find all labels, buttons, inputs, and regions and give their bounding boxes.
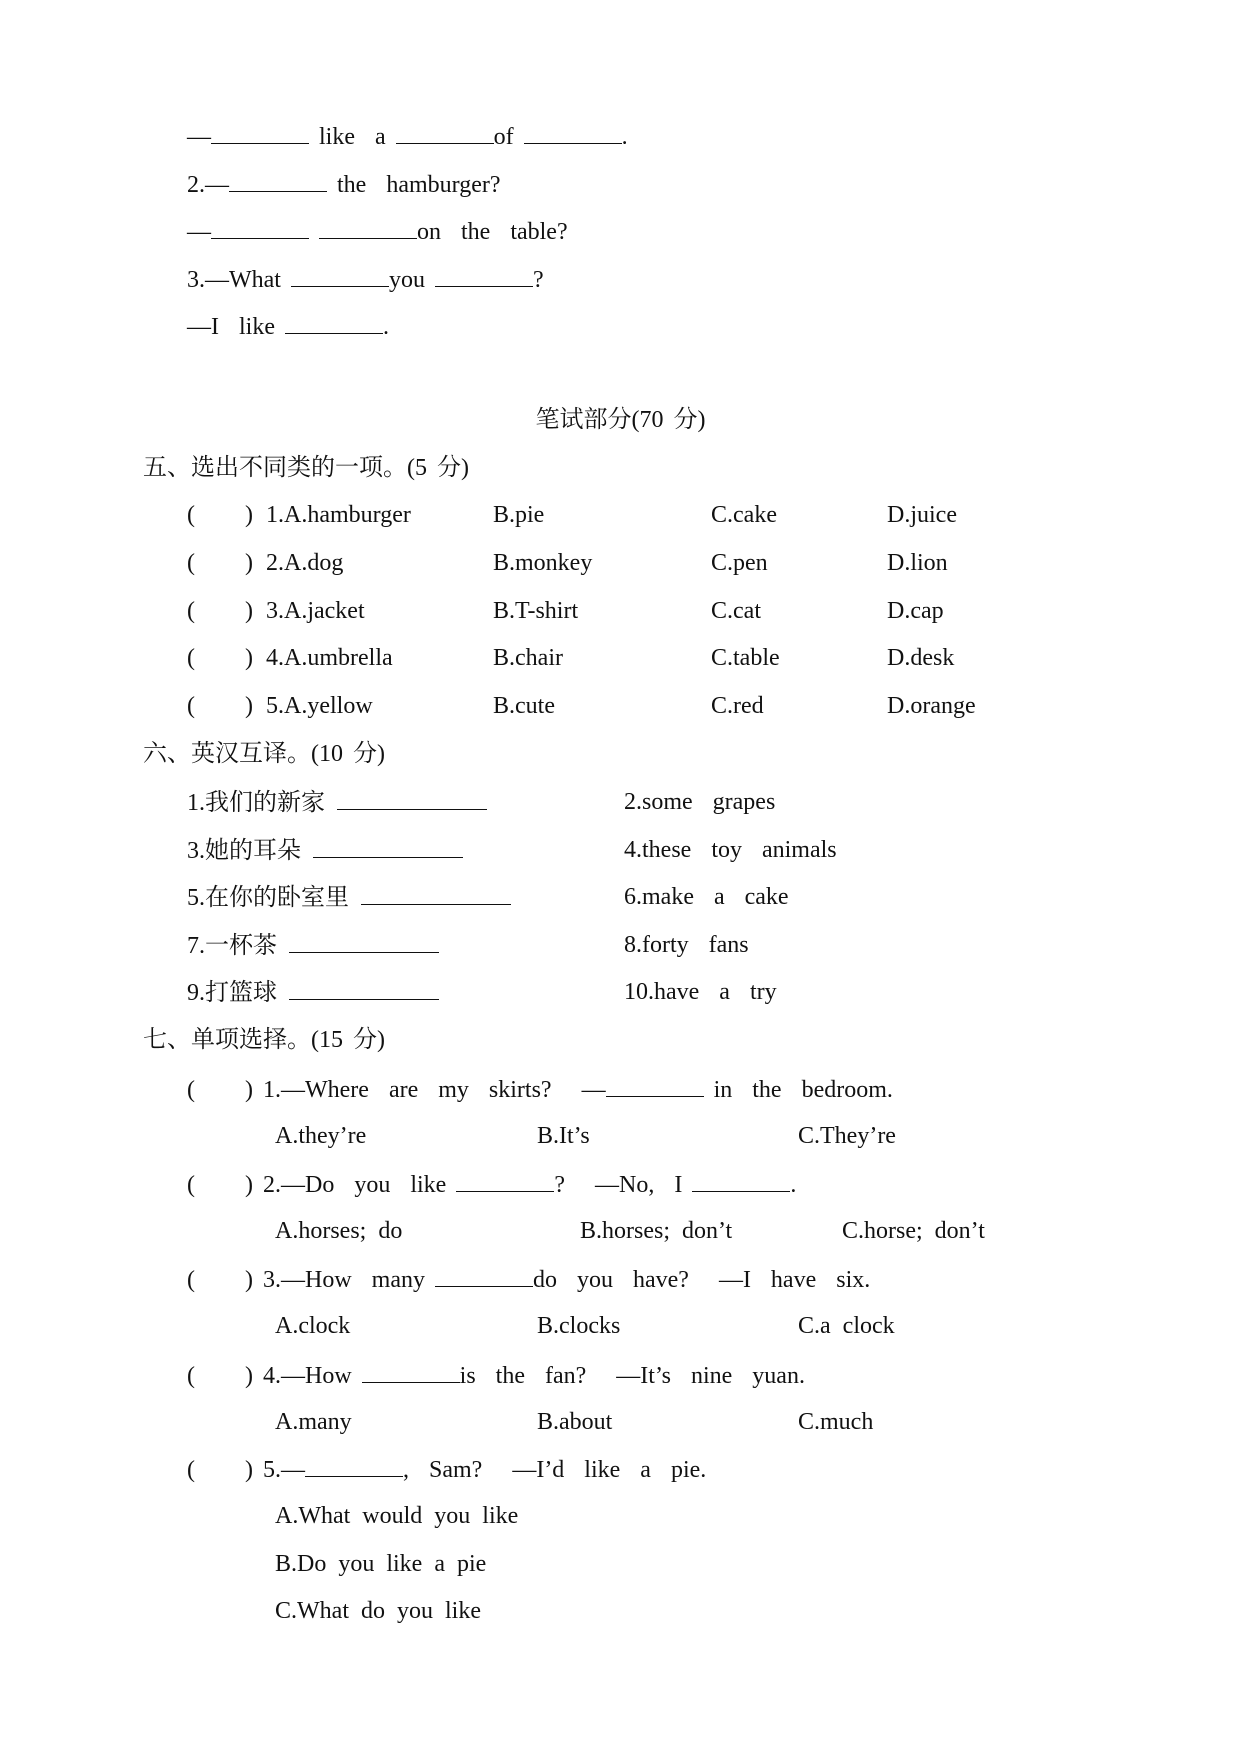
text: like a bbox=[309, 124, 396, 150]
dialog-line-2 bbox=[187, 169, 501, 200]
dash: — bbox=[187, 124, 211, 150]
answer-blank[interactable] bbox=[211, 216, 309, 239]
answer-blank[interactable] bbox=[291, 264, 389, 287]
answer-bracket-close: ) bbox=[245, 693, 253, 719]
answer-blank[interactable] bbox=[524, 121, 622, 144]
question-text: . bbox=[790, 1172, 797, 1198]
answer-bracket-open[interactable]: ( bbox=[187, 645, 195, 671]
option-d: D.desk bbox=[887, 645, 955, 671]
dialog-line-4 bbox=[187, 264, 544, 295]
option-a[interactable]: A.they’re bbox=[275, 1123, 367, 1149]
question-text: 1.—Where are my skirts? — bbox=[263, 1077, 606, 1103]
answer-blank[interactable] bbox=[606, 1074, 704, 1097]
answer-bracket-open[interactable]: ( bbox=[187, 1457, 195, 1483]
question-4 bbox=[187, 1360, 805, 1391]
answer-bracket[interactable] bbox=[187, 691, 253, 721]
answer-blank[interactable] bbox=[289, 930, 439, 953]
option-c: C.cat bbox=[711, 598, 761, 624]
question-text: ? —No, I bbox=[554, 1172, 693, 1198]
answer-blank[interactable] bbox=[229, 169, 327, 192]
question-text: 3.—How many bbox=[263, 1267, 435, 1293]
option-b: B.monkey bbox=[493, 550, 593, 576]
translate-item-en: 8.forty fans bbox=[624, 932, 749, 958]
dialog-line-5 bbox=[187, 311, 389, 342]
question-number: 3.—What bbox=[187, 267, 291, 293]
answer-blank[interactable] bbox=[361, 882, 511, 905]
option-c[interactable]: C.What do you like bbox=[275, 1598, 481, 1624]
option-b: B.cute bbox=[493, 693, 555, 719]
section7-heading: 七、单项选择。(15 分) bbox=[143, 1027, 385, 1053]
answer-bracket-open[interactable]: ( bbox=[187, 550, 195, 576]
option-a[interactable]: A.What would you like bbox=[275, 1503, 519, 1529]
text: ? bbox=[532, 267, 544, 293]
option-a: 3.A.jacket bbox=[266, 598, 365, 624]
text: the hamburger? bbox=[327, 172, 501, 198]
option-c: C.cake bbox=[711, 502, 777, 528]
option-d: D.lion bbox=[887, 550, 948, 576]
option-c[interactable]: C.a clock bbox=[798, 1313, 895, 1339]
answer-blank[interactable] bbox=[313, 835, 463, 858]
translate-item-en: 6.make a cake bbox=[624, 884, 789, 910]
option-b[interactable]: B.about bbox=[537, 1409, 613, 1435]
option-c: C.table bbox=[711, 645, 780, 671]
option-b[interactable]: B.It’s bbox=[537, 1123, 590, 1149]
text: of bbox=[493, 124, 524, 150]
answer-blank[interactable] bbox=[289, 977, 439, 1000]
answer-bracket-open[interactable]: ( bbox=[187, 1363, 195, 1389]
option-a[interactable]: A.many bbox=[275, 1409, 352, 1435]
answer-bracket-close: ) bbox=[245, 502, 253, 528]
item-text: 5.在你的卧室里 bbox=[187, 885, 349, 911]
answer-bracket[interactable] bbox=[187, 596, 253, 626]
option-b: B.chair bbox=[493, 645, 563, 671]
translate-item-zh bbox=[187, 787, 487, 818]
answer-bracket-open[interactable]: ( bbox=[187, 598, 195, 624]
answer-blank[interactable] bbox=[337, 787, 487, 810]
answer-bracket-close: ) bbox=[245, 645, 253, 671]
question-text: is the fan? —It’s nine yuan. bbox=[459, 1363, 805, 1389]
answer-bracket-close: ) bbox=[245, 550, 253, 576]
dialog-line-3 bbox=[187, 216, 568, 247]
question-number: 2.— bbox=[187, 172, 229, 198]
option-b[interactable]: B.Do you like a pie bbox=[275, 1551, 487, 1577]
answer-blank[interactable] bbox=[456, 1169, 554, 1192]
question-text: do you have? —I have six. bbox=[532, 1267, 871, 1293]
answer-bracket-open[interactable]: ( bbox=[187, 502, 195, 528]
answer-blank[interactable] bbox=[435, 264, 533, 287]
option-b[interactable]: B.horses; don’t bbox=[580, 1218, 733, 1244]
option-d: D.orange bbox=[887, 693, 976, 719]
answer-blank[interactable] bbox=[319, 216, 417, 239]
written-section-title: 笔试部分(70 分) bbox=[535, 407, 706, 433]
option-b: B.pie bbox=[493, 502, 545, 528]
translate-item-en: 10.have a try bbox=[624, 979, 777, 1005]
answer-bracket[interactable] bbox=[187, 548, 253, 578]
question-text: 4.—How bbox=[263, 1363, 362, 1389]
option-b: B.T-shirt bbox=[493, 598, 579, 624]
question-text: 5.— bbox=[263, 1457, 305, 1483]
text: —I like bbox=[187, 314, 285, 340]
item-text: 3.她的耳朵 bbox=[187, 838, 301, 864]
text: on the table? bbox=[417, 219, 568, 245]
answer-bracket-close: ) bbox=[245, 1363, 253, 1389]
question-text: 2.—Do you like bbox=[263, 1172, 457, 1198]
question-5 bbox=[187, 1454, 706, 1485]
option-c[interactable]: C.They’re bbox=[798, 1123, 896, 1149]
option-b[interactable]: B.clocks bbox=[537, 1313, 621, 1339]
answer-bracket-open[interactable]: ( bbox=[187, 1077, 195, 1103]
translate-item-zh bbox=[187, 977, 439, 1008]
answer-bracket[interactable] bbox=[187, 500, 253, 530]
option-c: C.red bbox=[711, 693, 764, 719]
answer-blank[interactable] bbox=[396, 121, 494, 144]
answer-blank[interactable] bbox=[435, 1264, 533, 1287]
question-2 bbox=[187, 1169, 796, 1200]
dash: — bbox=[187, 219, 211, 245]
option-a[interactable]: A.clock bbox=[275, 1313, 351, 1339]
answer-bracket-close: ) bbox=[245, 598, 253, 624]
translate-item-en: 4.these toy animals bbox=[624, 837, 837, 863]
answer-blank[interactable] bbox=[692, 1169, 790, 1192]
answer-bracket-close: ) bbox=[245, 1267, 253, 1293]
question-text: , Sam? —I’d like a pie. bbox=[403, 1457, 707, 1483]
question-3 bbox=[187, 1264, 870, 1295]
translate-item-zh bbox=[187, 882, 511, 913]
option-a: 4.A.umbrella bbox=[266, 645, 393, 671]
answer-bracket-close: ) bbox=[245, 1457, 253, 1483]
text: . bbox=[382, 314, 389, 340]
item-text: 7.一杯茶 bbox=[187, 933, 277, 959]
answer-bracket-close: ) bbox=[245, 1077, 253, 1103]
option-d: D.juice bbox=[887, 502, 957, 528]
translate-item-en: 2.some grapes bbox=[624, 789, 776, 815]
translate-item-zh bbox=[187, 930, 439, 961]
answer-blank[interactable] bbox=[285, 311, 383, 334]
translate-item-zh bbox=[187, 835, 463, 866]
answer-bracket-open[interactable]: ( bbox=[187, 1267, 195, 1293]
option-a: 2.A.dog bbox=[266, 550, 344, 576]
section6-heading: 六、英汉互译。(10 分) bbox=[143, 741, 385, 767]
text: . bbox=[621, 124, 628, 150]
answer-blank[interactable] bbox=[211, 121, 309, 144]
answer-bracket-open[interactable]: ( bbox=[187, 1172, 195, 1198]
item-text: 9.打篮球 bbox=[187, 980, 277, 1006]
option-d: D.cap bbox=[887, 598, 944, 624]
option-a: 5.A.yellow bbox=[266, 693, 373, 719]
question-text: in the bedroom. bbox=[703, 1077, 893, 1103]
option-a[interactable]: A.horses; do bbox=[275, 1218, 403, 1244]
section5-heading: 五、选出不同类的一项。(5 分) bbox=[143, 455, 469, 481]
text: you bbox=[388, 267, 435, 293]
item-text: 1.我们的新家 bbox=[187, 790, 325, 816]
answer-bracket[interactable] bbox=[187, 643, 253, 673]
option-c: C.pen bbox=[711, 550, 768, 576]
answer-bracket-open[interactable]: ( bbox=[187, 693, 195, 719]
question-1 bbox=[187, 1074, 893, 1105]
option-a: 1.A.hamburger bbox=[266, 502, 411, 528]
option-c[interactable]: C.horse; don’t bbox=[842, 1218, 985, 1244]
option-c[interactable]: C.much bbox=[798, 1409, 874, 1435]
dialog-line-1 bbox=[187, 121, 628, 152]
answer-blank[interactable] bbox=[305, 1454, 403, 1477]
answer-blank[interactable] bbox=[362, 1360, 460, 1383]
answer-bracket-close: ) bbox=[245, 1172, 253, 1198]
